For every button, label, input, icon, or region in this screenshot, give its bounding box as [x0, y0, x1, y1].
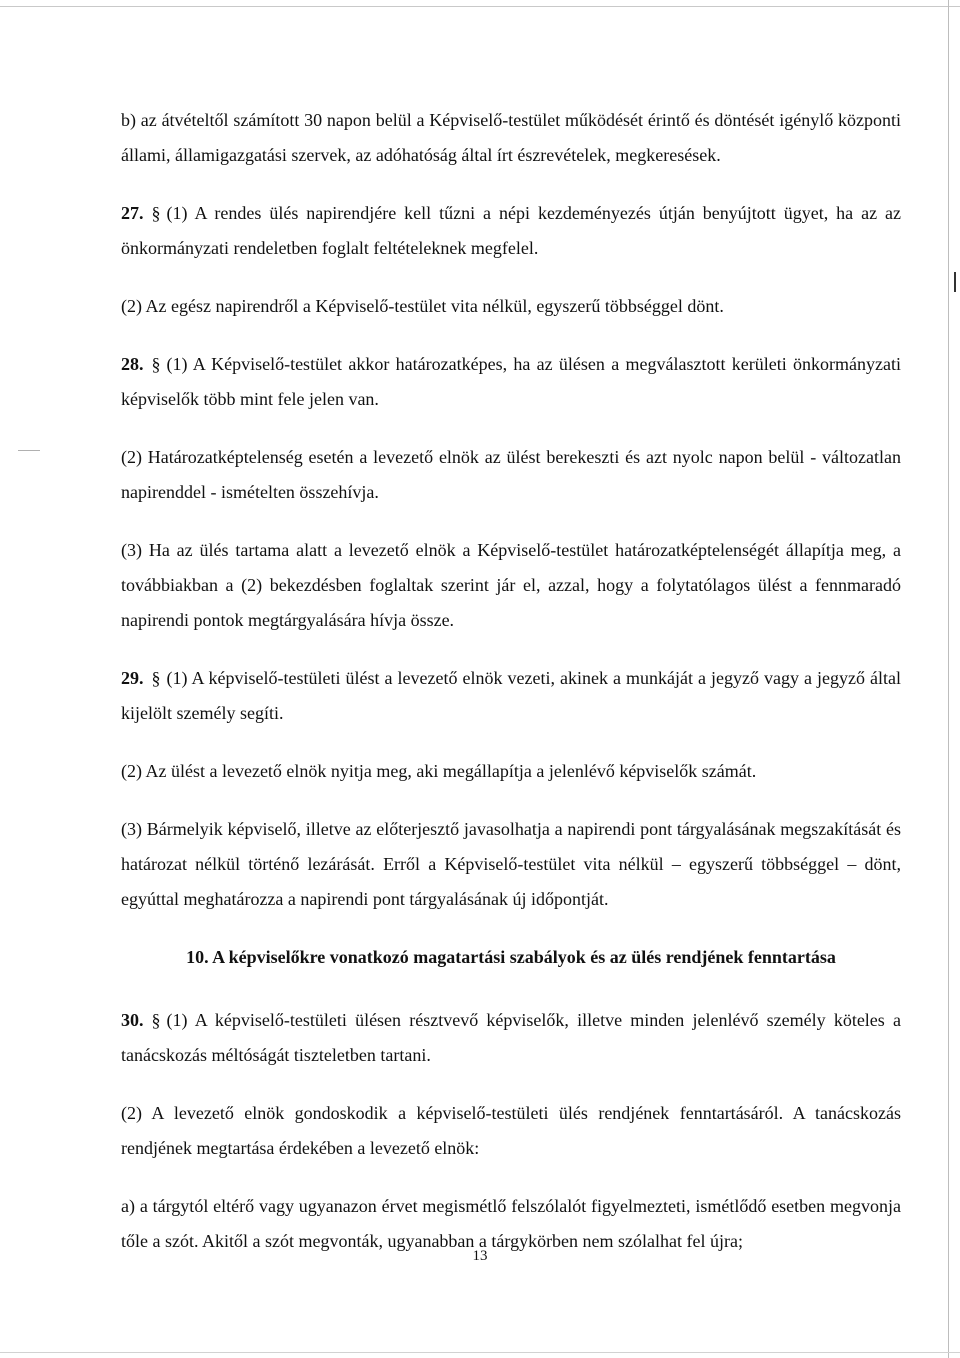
section-29-3 — [121, 812, 901, 917]
paragraph-text: b) az átvételtől számított 30 napon belül a Képviselő-testület működését érintő és döntését igénylő központi állami, államigazgatási szervek, az adóhatóság által írt észrevételek, megkeresések. — [121, 110, 901, 165]
section-28-2 — [121, 440, 901, 510]
scan-right-edge — [948, 0, 949, 1358]
section-27-1 — [121, 196, 901, 266]
section-sign: § — [151, 668, 161, 688]
section-sign: § — [151, 1010, 161, 1030]
section-30-1 — [121, 1003, 901, 1073]
section-27-2 — [121, 289, 901, 324]
section-28-3 — [121, 533, 901, 638]
section-number: 29. — [121, 668, 144, 688]
paragraph-text: (2) Határozatképtelenség esetén a levezető elnök az ülést berekeszti és azt nyolc napon belül - változatlan napirenddel - ismételten összehívja. — [121, 447, 901, 502]
paragraph-b — [121, 103, 901, 173]
section-29-2 — [121, 754, 901, 789]
paragraph-text: (2) A levezető elnök gondoskodik a képviselő-testületi ülés rendjének fenntartásáról. A tanácskozás rendjének megtartása érdekében a levezető elnök: — [121, 1103, 901, 1158]
paragraph-text: (3) Bármelyik képviselő, illetve az előterjesztő javasolhatja a napirendi pont tárgyalásának megszakítását és határozat nélkül történő lezárását. Erről a Képviselő-testület vita nélkül – egyszerű többséggel – dönt, egyúttal meghatározza a napirendi pont tárgyalásának új időpontját. — [121, 819, 901, 909]
paragraph-text: (3) Ha az ülés tartama alatt a levezető elnök a Képviselő-testület határozatképtelenségét állapítja meg, a továbbiakban a (2) bekezdésben foglaltak szerint jár el, azzal, hogy a folytatólagos ülést a fennmaradó napirendi pontok megtárgyalására hívja össze. — [121, 540, 901, 630]
paragraph-text: a) a tárgytól eltérő vagy ugyanazon érvet megismétlő felszólalót figyelmezteti, ismétlődő esetben megvonja tőle a szót. Akitől a szót megvonták, ugyanabban a tárgykörben nem szólalhat fel újra; — [121, 1196, 901, 1251]
paragraph-text: (1) A képviselő-testületi ülésen résztvevő képviselők, illetve minden jelenlévő személy köteles a tanácskozás méltóságát tiszteletben tartani. — [121, 1010, 901, 1065]
paragraph-text: (1) A Képviselő-testület akkor határozatképes, ha az ülésen a megválasztott kerületi önkormányzati képviselők több mint fele jelen van. — [121, 354, 901, 409]
paragraph-text: (1) A képviselő-testületi ülést a levezető elnök vezeti, akinek a munkáját a jegyző vagy a jegyző által kijelölt személy segíti. — [121, 668, 901, 723]
section-30-2 — [121, 1096, 901, 1166]
chapter-heading: 10. A képviselőkre vonatkozó magatartási szabályok és az ülés rendjének fenntartása — [186, 947, 836, 967]
section-29-1 — [121, 661, 901, 731]
document-page — [121, 103, 901, 1282]
section-number: 30. — [121, 1010, 144, 1030]
margin-speck — [18, 450, 40, 451]
section-number: 27. — [121, 203, 144, 223]
scan-top-edge — [0, 6, 960, 7]
scan-bottom-edge — [0, 1352, 960, 1353]
section-sign: § — [151, 203, 161, 223]
page-number: 13 — [472, 1248, 488, 1264]
section-number: 28. — [121, 354, 144, 374]
paragraph-text: (2) Az ülést a levezető elnök nyitja meg, aki megállapítja a jelenlévő képviselők számát. — [121, 761, 757, 781]
paragraph-text: (1) A rendes ülés napirendjére kell tűzni a népi kezdeményezés útján benyújtott ügyet, ha az az önkormányzati rendeletben foglalt feltételeknek megfelel. — [121, 203, 901, 258]
paragraph-text: (2) Az egész napirendről a Képviselő-testület vita nélkül, egyszerű többséggel dönt. — [121, 296, 724, 316]
section-sign: § — [151, 354, 161, 374]
scan-right-mark — [954, 272, 956, 292]
section-28-1 — [121, 347, 901, 417]
